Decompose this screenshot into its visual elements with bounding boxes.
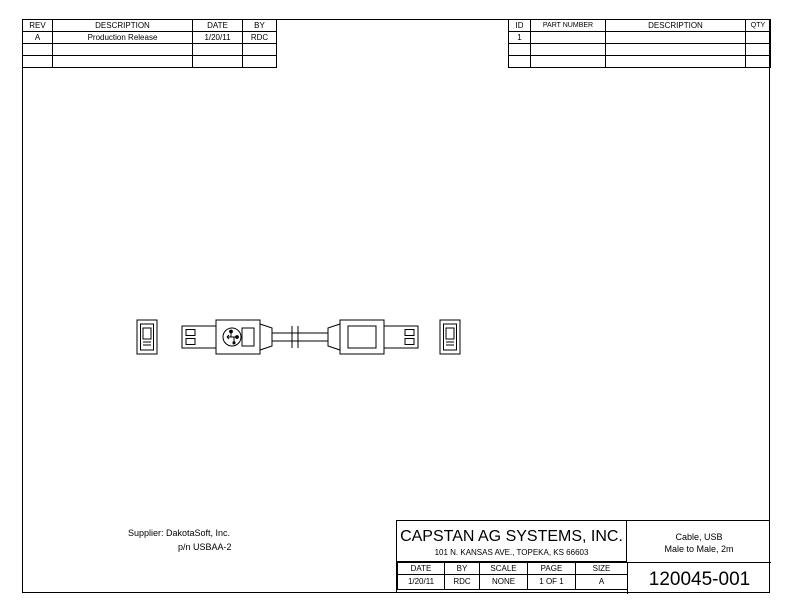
table-row bbox=[398, 575, 628, 590]
table-header-row bbox=[509, 20, 771, 32]
rev-cell-description: Production Release bbox=[53, 32, 193, 44]
bom-header-part-number: PART NUMBER bbox=[531, 20, 606, 32]
bom-cell-description bbox=[606, 56, 746, 68]
revision-grid bbox=[22, 19, 277, 68]
field-header-size: SIZE bbox=[576, 563, 628, 575]
rev-cell-by: RDC bbox=[243, 32, 277, 44]
rev-cell-date bbox=[193, 44, 243, 56]
rev-cell-by bbox=[243, 56, 277, 68]
field-value-by: RDC bbox=[445, 575, 480, 590]
rev-cell-by bbox=[243, 44, 277, 56]
rev-cell-date bbox=[193, 56, 243, 68]
rev-cell-rev bbox=[23, 44, 53, 56]
usb-cable-svg bbox=[120, 300, 480, 380]
company-name: CAPSTAN AG SYSTEMS, INC. bbox=[400, 528, 623, 545]
bom-grid bbox=[508, 19, 771, 68]
table-row bbox=[509, 44, 771, 56]
company-info bbox=[397, 521, 627, 562]
revision-table bbox=[22, 19, 276, 68]
bom-cell-qty bbox=[746, 32, 771, 44]
rev-cell-date: 1/20/11 bbox=[193, 32, 243, 44]
field-value-scale: NONE bbox=[480, 575, 528, 590]
rev-header-by: BY bbox=[243, 20, 277, 32]
table-row bbox=[509, 32, 771, 44]
bom-table bbox=[508, 19, 770, 68]
bom-cell-id bbox=[509, 56, 531, 68]
usb-plug-left-shell bbox=[182, 326, 216, 348]
bom-header-id: ID bbox=[509, 20, 531, 32]
title-block-fields bbox=[397, 562, 627, 594]
field-header-page: PAGE bbox=[528, 563, 576, 575]
field-value-page: 1 OF 1 bbox=[528, 575, 576, 590]
part-description bbox=[627, 521, 771, 562]
usb-receptacle-right-icon bbox=[440, 320, 460, 354]
bom-header-description: DESCRIPTION bbox=[606, 20, 746, 32]
rev-header-rev: REV bbox=[23, 20, 53, 32]
field-value-size: A bbox=[576, 575, 628, 590]
bom-cell-description bbox=[606, 44, 746, 56]
part-description-line-1: Cable, USB bbox=[675, 532, 723, 542]
title-block-fields-grid bbox=[397, 562, 628, 590]
bom-cell-id bbox=[509, 44, 531, 56]
bom-header-qty: QTY bbox=[746, 20, 771, 32]
table-header-row bbox=[23, 20, 277, 32]
rev-header-description: DESCRIPTION bbox=[53, 20, 193, 32]
supplier-line-1: Supplier: DakotaSoft, Inc. bbox=[128, 528, 231, 538]
usb-cable-drawing bbox=[120, 300, 480, 380]
usb-plug-right-body bbox=[328, 320, 384, 354]
part-description-line-2: Male to Male, 2m bbox=[664, 544, 734, 555]
rev-cell-rev: A bbox=[23, 32, 53, 44]
bom-cell-qty bbox=[746, 44, 771, 56]
field-header-scale: SCALE bbox=[480, 563, 528, 575]
usb-plug-right-shell bbox=[384, 326, 418, 348]
supplier-note bbox=[128, 527, 232, 554]
usb-cable-cord bbox=[272, 326, 328, 348]
field-header-date: DATE bbox=[398, 563, 445, 575]
usb-receptacle-left-icon bbox=[137, 320, 157, 354]
bom-cell-description bbox=[606, 32, 746, 44]
bom-cell-part-number bbox=[531, 56, 606, 68]
bom-cell-part-number bbox=[531, 32, 606, 44]
field-value-date: 1/20/11 bbox=[398, 575, 445, 590]
part-number: 120045-001 bbox=[627, 562, 771, 594]
usb-plug-left-body bbox=[216, 320, 272, 354]
table-row bbox=[23, 56, 277, 68]
table-row bbox=[23, 32, 277, 44]
rev-cell-description bbox=[53, 44, 193, 56]
rev-cell-rev bbox=[23, 56, 53, 68]
title-block bbox=[396, 520, 770, 593]
rev-header-date: DATE bbox=[193, 20, 243, 32]
rev-cell-description bbox=[53, 56, 193, 68]
bom-cell-id: 1 bbox=[509, 32, 531, 44]
field-header-by: BY bbox=[445, 563, 480, 575]
company-address: 101 N. KANSAS AVE., TOPEKA, KS 66603 bbox=[434, 548, 589, 557]
table-row bbox=[509, 56, 771, 68]
bom-cell-qty bbox=[746, 56, 771, 68]
bom-cell-part-number bbox=[531, 44, 606, 56]
supplier-line-2: p/n USBAA-2 bbox=[178, 541, 232, 552]
table-row bbox=[23, 44, 277, 56]
table-header-row bbox=[398, 563, 628, 575]
